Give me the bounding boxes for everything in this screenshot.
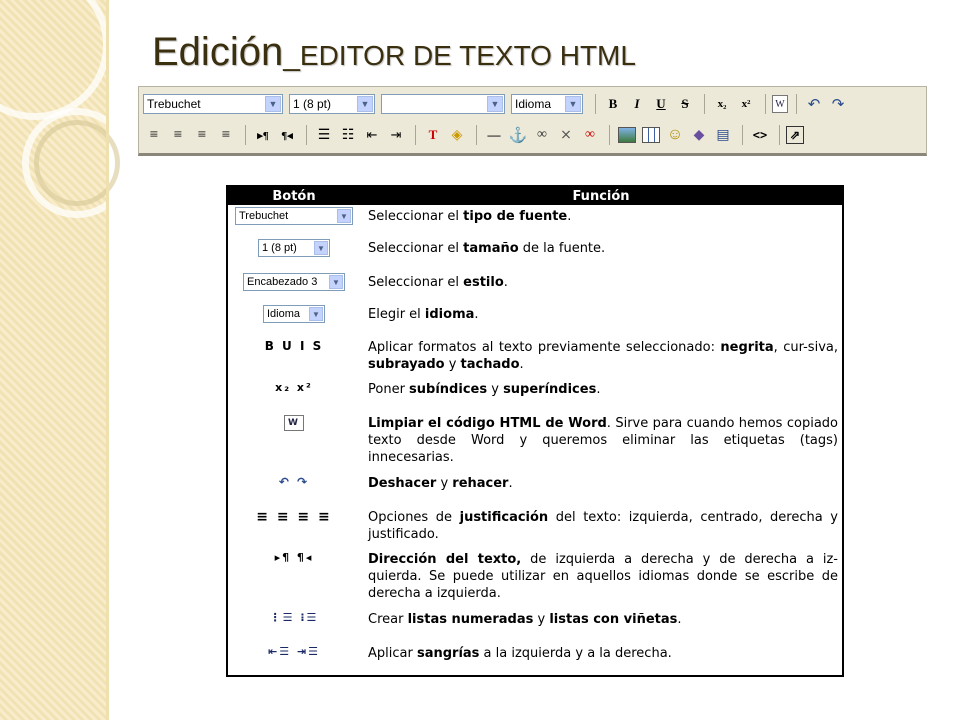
- chevron-down-icon: ▼: [314, 241, 328, 255]
- chevron-down-icon: ▼: [337, 209, 351, 223]
- row-description: Limpiar el código HTML de Word. Sirve para cuando hemos copiado texto desde Word y queremos eliminar las etiquetas (tags) innecesarias.: [368, 416, 838, 465]
- font-size-select[interactable]: [289, 94, 375, 114]
- image-icon[interactable]: [616, 124, 638, 146]
- list-buttons-sample: ⋮☰ ⁝☰: [269, 611, 319, 624]
- header-button: Botón: [272, 188, 316, 204]
- row-description: Poner subíndices y superíndices.: [368, 382, 601, 397]
- table-row: [228, 273, 842, 291]
- undo-button[interactable]: ↶: [807, 96, 821, 113]
- chevron-down-icon: ▼: [357, 96, 373, 112]
- slide-title-separator: _: [283, 39, 300, 72]
- chevron-down-icon: ▼: [565, 96, 581, 112]
- font-size-value: 1 (8 pt): [293, 97, 332, 111]
- indent-buttons-sample: ⇤☰ ⇥☰: [268, 645, 320, 658]
- undo-redo-sample: ↶ ↷: [278, 475, 310, 489]
- chevron-down-icon: ▼: [329, 275, 343, 289]
- row-description: Seleccionar el tipo de fuente.: [368, 209, 572, 224]
- table-row: [228, 381, 842, 397]
- html-source-button[interactable]: <>: [752, 128, 768, 142]
- font-family-select-sample: Trebuchet ▼: [235, 207, 353, 225]
- style-select-sample: Encabezado 3 ▼: [243, 273, 345, 291]
- justify-buttons-sample: ≡ ≡ ≡ ≡: [256, 509, 332, 525]
- slide-title-main: Edición: [152, 30, 284, 74]
- toolbar-separator: [796, 94, 797, 114]
- toolbar-row-1: [143, 90, 851, 118]
- font-size-select-sample: 1 (8 pt) ▼: [258, 239, 330, 257]
- toolbar-separator: [779, 125, 780, 145]
- superscript-button[interactable]: x²: [741, 98, 751, 110]
- font-family-select[interactable]: [143, 94, 283, 114]
- table-row: [228, 305, 842, 323]
- table-row: [228, 645, 842, 661]
- background-color-icon[interactable]: ◈: [451, 127, 463, 143]
- table-row: [228, 239, 842, 257]
- underline-button[interactable]: U: [656, 96, 666, 111]
- clean-word-sample: W: [284, 415, 304, 431]
- clean-word-button[interactable]: W: [772, 95, 788, 113]
- table-row: [228, 551, 842, 601]
- button-function-table: [226, 185, 844, 677]
- row-description: Opciones de justificación del texto: izquierda, centrado, derecha y justificado.: [368, 510, 838, 542]
- toolbar-separator: [306, 125, 307, 145]
- italic-button[interactable]: I: [634, 96, 640, 111]
- table-row: [228, 207, 842, 225]
- style-select[interactable]: [381, 94, 505, 114]
- toolbar-separator: [476, 125, 477, 145]
- row-description: Seleccionar el estilo.: [368, 275, 508, 290]
- slide-title-sub: EDITOR DE TEXTO HTML: [299, 40, 636, 71]
- toolbar-separator: [765, 94, 766, 114]
- outdent-icon[interactable]: ⇤: [366, 127, 378, 142]
- sub-sup-buttons-sample: x₂ x²: [275, 381, 313, 394]
- indent-icon[interactable]: ⇥: [390, 127, 402, 142]
- table-row: [228, 339, 842, 372]
- language-value: Idioma: [515, 97, 552, 111]
- font-family-value: Trebuchet: [147, 97, 201, 111]
- decorative-divider: [106, 0, 109, 720]
- align-center-icon[interactable]: ≡: [173, 126, 183, 143]
- row-description: Elegir el idioma.: [368, 307, 479, 322]
- table-row: [228, 475, 842, 489]
- smiley-button[interactable]: ☺: [666, 126, 684, 143]
- header-function: Función: [572, 188, 630, 204]
- anchor-button[interactable]: ⚓: [508, 127, 528, 144]
- row-description: Aplicar formatos al texto previamente seleccionado: negrita, cur-siva, subrayado y tachado.: [368, 340, 838, 372]
- redo-button[interactable]: ↷: [831, 96, 845, 113]
- nolink-icon[interactable]: ∞: [585, 127, 595, 142]
- table-row: [228, 509, 842, 542]
- language-select-sample: Idioma ▼: [263, 305, 325, 323]
- toolbar-separator: [609, 125, 610, 145]
- slide-title: [152, 30, 636, 75]
- special-char-icon[interactable]: ◆: [693, 127, 705, 143]
- link-icon[interactable]: ∞: [537, 127, 547, 142]
- align-right-icon[interactable]: ≡: [197, 126, 207, 143]
- table-row: [228, 611, 842, 627]
- align-justify-icon[interactable]: ≡: [221, 126, 231, 143]
- decorative-side-band: [0, 0, 106, 720]
- toolbar-separator: [415, 125, 416, 145]
- bold-button[interactable]: B: [608, 96, 618, 111]
- toolbar-row-2: [143, 121, 806, 149]
- subscript-button[interactable]: x₂: [717, 98, 727, 110]
- row-description: Seleccionar el tamaño de la fuente.: [368, 241, 606, 256]
- fullscreen-button[interactable]: ⇗: [786, 126, 804, 144]
- toolbar-separator: [742, 125, 743, 145]
- table-row: [228, 415, 842, 465]
- rtl-button[interactable]: ¶◂: [281, 129, 293, 142]
- text-color-icon[interactable]: T: [428, 127, 438, 142]
- table-icon[interactable]: [640, 124, 662, 146]
- row-description: Dirección del texto, de izquierda a derecha y de derecha a iz-quierda. Se puede utilizar en aquellos idiomas donde se escribe de derecha a izquierda.: [368, 552, 838, 601]
- chevron-down-icon: ▼: [487, 96, 503, 112]
- toolbar-separator: [704, 94, 705, 114]
- table-header: [228, 187, 842, 205]
- chevron-down-icon: ▼: [265, 96, 281, 112]
- ltr-button[interactable]: ▸¶: [257, 129, 269, 142]
- strikethrough-button[interactable]: S: [681, 96, 689, 111]
- numbered-list-icon[interactable]: ☰: [317, 127, 331, 143]
- language-select[interactable]: [511, 94, 583, 114]
- unlink-icon[interactable]: ⨯: [560, 127, 572, 143]
- row-description: Aplicar sangrías a la izquierda y a la derecha.: [368, 646, 672, 661]
- toolbar-separator: [595, 94, 596, 114]
- row-description: Deshacer y rehacer.: [368, 476, 513, 491]
- paste-icon[interactable]: ▤: [716, 127, 730, 143]
- chevron-down-icon: ▼: [309, 307, 323, 321]
- align-left-icon[interactable]: ≡: [149, 126, 159, 143]
- toolbar-separator: [245, 125, 246, 145]
- format-buttons-sample: B U I S: [264, 339, 324, 353]
- editor-toolbar: [138, 86, 927, 156]
- decorative-circle: [0, 0, 110, 120]
- bullet-list-icon[interactable]: ☷: [341, 127, 355, 143]
- horizontal-rule-button[interactable]: —: [487, 127, 501, 142]
- row-description: Crear listas numeradas y listas con viñetas.: [368, 612, 682, 627]
- direction-buttons-sample: ▸¶ ¶◂: [274, 551, 314, 564]
